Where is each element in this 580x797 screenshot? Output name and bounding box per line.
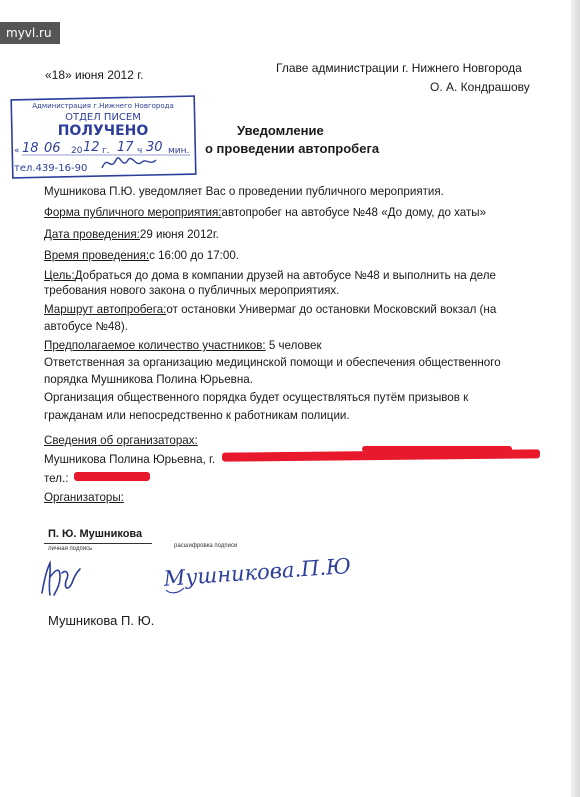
stamp-phone: тел.439-16-90 — [14, 163, 88, 174]
date-value: 29 июня 2012г. — [139, 228, 219, 241]
stamp-date-quote: « — [14, 146, 20, 156]
date-label: Дата проведения: — [44, 228, 140, 241]
form-label: Форма публичного мероприятия: — [44, 206, 222, 219]
signature-underline — [44, 543, 152, 544]
signatory-name: П. Ю. Мушникова — [48, 528, 143, 540]
order-line-1: Организация общественного порядка будет осуществляться путём призывов к — [44, 391, 469, 404]
time-label: Время проведения: — [44, 249, 150, 262]
org-info-label: Сведения об организаторах: — [44, 434, 198, 447]
stamp-handwritten-signature — [102, 158, 156, 168]
site-watermark: myvl.ru — [0, 22, 60, 44]
notice-title: Уведомление — [237, 123, 324, 138]
stamp-organization: Администрация г.Нижнего Новгорода — [32, 102, 174, 110]
responsible-line-2: порядка Мушникова Полина Юрьевна. — [44, 373, 253, 386]
stamp-time-minutes: 30 — [146, 140, 163, 155]
goal-continuation: требования нового закона о публичных мероприятиях. — [44, 284, 340, 297]
phone-redaction — [74, 472, 150, 481]
organizers-label: Организаторы: — [44, 491, 124, 504]
goal-value: Добраться до дома в компании друзей на автобусе №48 и выполнить на деле — [74, 269, 496, 282]
handwritten-signature-decoding — [160, 550, 352, 600]
stamp-date-day: 18 — [22, 141, 39, 156]
received-stamp — [10, 96, 197, 178]
count-value: 5 человек — [265, 339, 322, 352]
addressee-line-1: Главе администрации г. Нижнего Новгорода — [276, 61, 522, 75]
page-edge-shadow — [571, 0, 580, 797]
goal-line — [44, 269, 496, 283]
route-label: Маршрут автопробега: — [44, 303, 167, 316]
signature-decoding-caption: расшифровка подписи — [174, 543, 238, 549]
goal-label: Цель: — [44, 269, 75, 282]
form-value: автопробег на автобусе №48 «До дому, до хаты» — [221, 206, 487, 219]
address-redaction-overlap — [362, 446, 512, 452]
stamp-time-min: мин. — [168, 146, 190, 156]
stamp-time-hours: 17 — [117, 140, 134, 155]
personal-signature-caption: личная подпись — [48, 546, 93, 552]
order-line-2: гражданам или непосредственно к работникам полиции. — [44, 409, 350, 422]
count-line — [44, 339, 322, 353]
notice-subtitle: о проведении автопробега — [205, 141, 380, 156]
time-line — [44, 249, 239, 263]
personal-signature — [36, 555, 86, 601]
route-value: от остановки Универмаг до остановки Московский вокзал (на — [166, 303, 497, 316]
stamp-time-sep: ч — [137, 146, 143, 156]
handwritten-name: Мушникова.П.Ю — [162, 553, 352, 591]
form-line — [44, 206, 486, 220]
stamp-date-year: 20 — [71, 146, 83, 156]
stamp-date-g: г. — [102, 146, 110, 156]
date-line — [44, 228, 219, 242]
addressee-line-2: О. А. Кондрашову — [430, 80, 530, 94]
time-value: с 16:00 до 17:00. — [149, 249, 240, 262]
responsible-line-1: Ответственная за организацию медицинской помощи и обеспечения общественного — [44, 356, 501, 369]
footer-name: Мушникова П. Ю. — [48, 613, 155, 628]
org-phone-line: тел.: — [44, 472, 69, 485]
stamp-received: ПОЛУЧЕНО — [57, 123, 149, 139]
route-continuation: автобусе №48). — [44, 320, 128, 333]
count-label: Предполагаемое количество участников: — [44, 339, 266, 352]
stamp-department: ОТДЕЛ ПИСЕМ — [65, 112, 141, 123]
document-date: «18» июня 2012 г. — [45, 68, 144, 82]
org-name-line: Мушникова Полина Юрьевна, г. — [44, 453, 216, 466]
stamp-date-year-hand: 12 — [83, 140, 100, 155]
intro-line: Мушникова П.Ю. уведомляет Вас о проведении публичного мероприятия. — [44, 185, 444, 198]
stamp-date-month: 06 — [44, 141, 61, 156]
route-line — [44, 303, 496, 317]
